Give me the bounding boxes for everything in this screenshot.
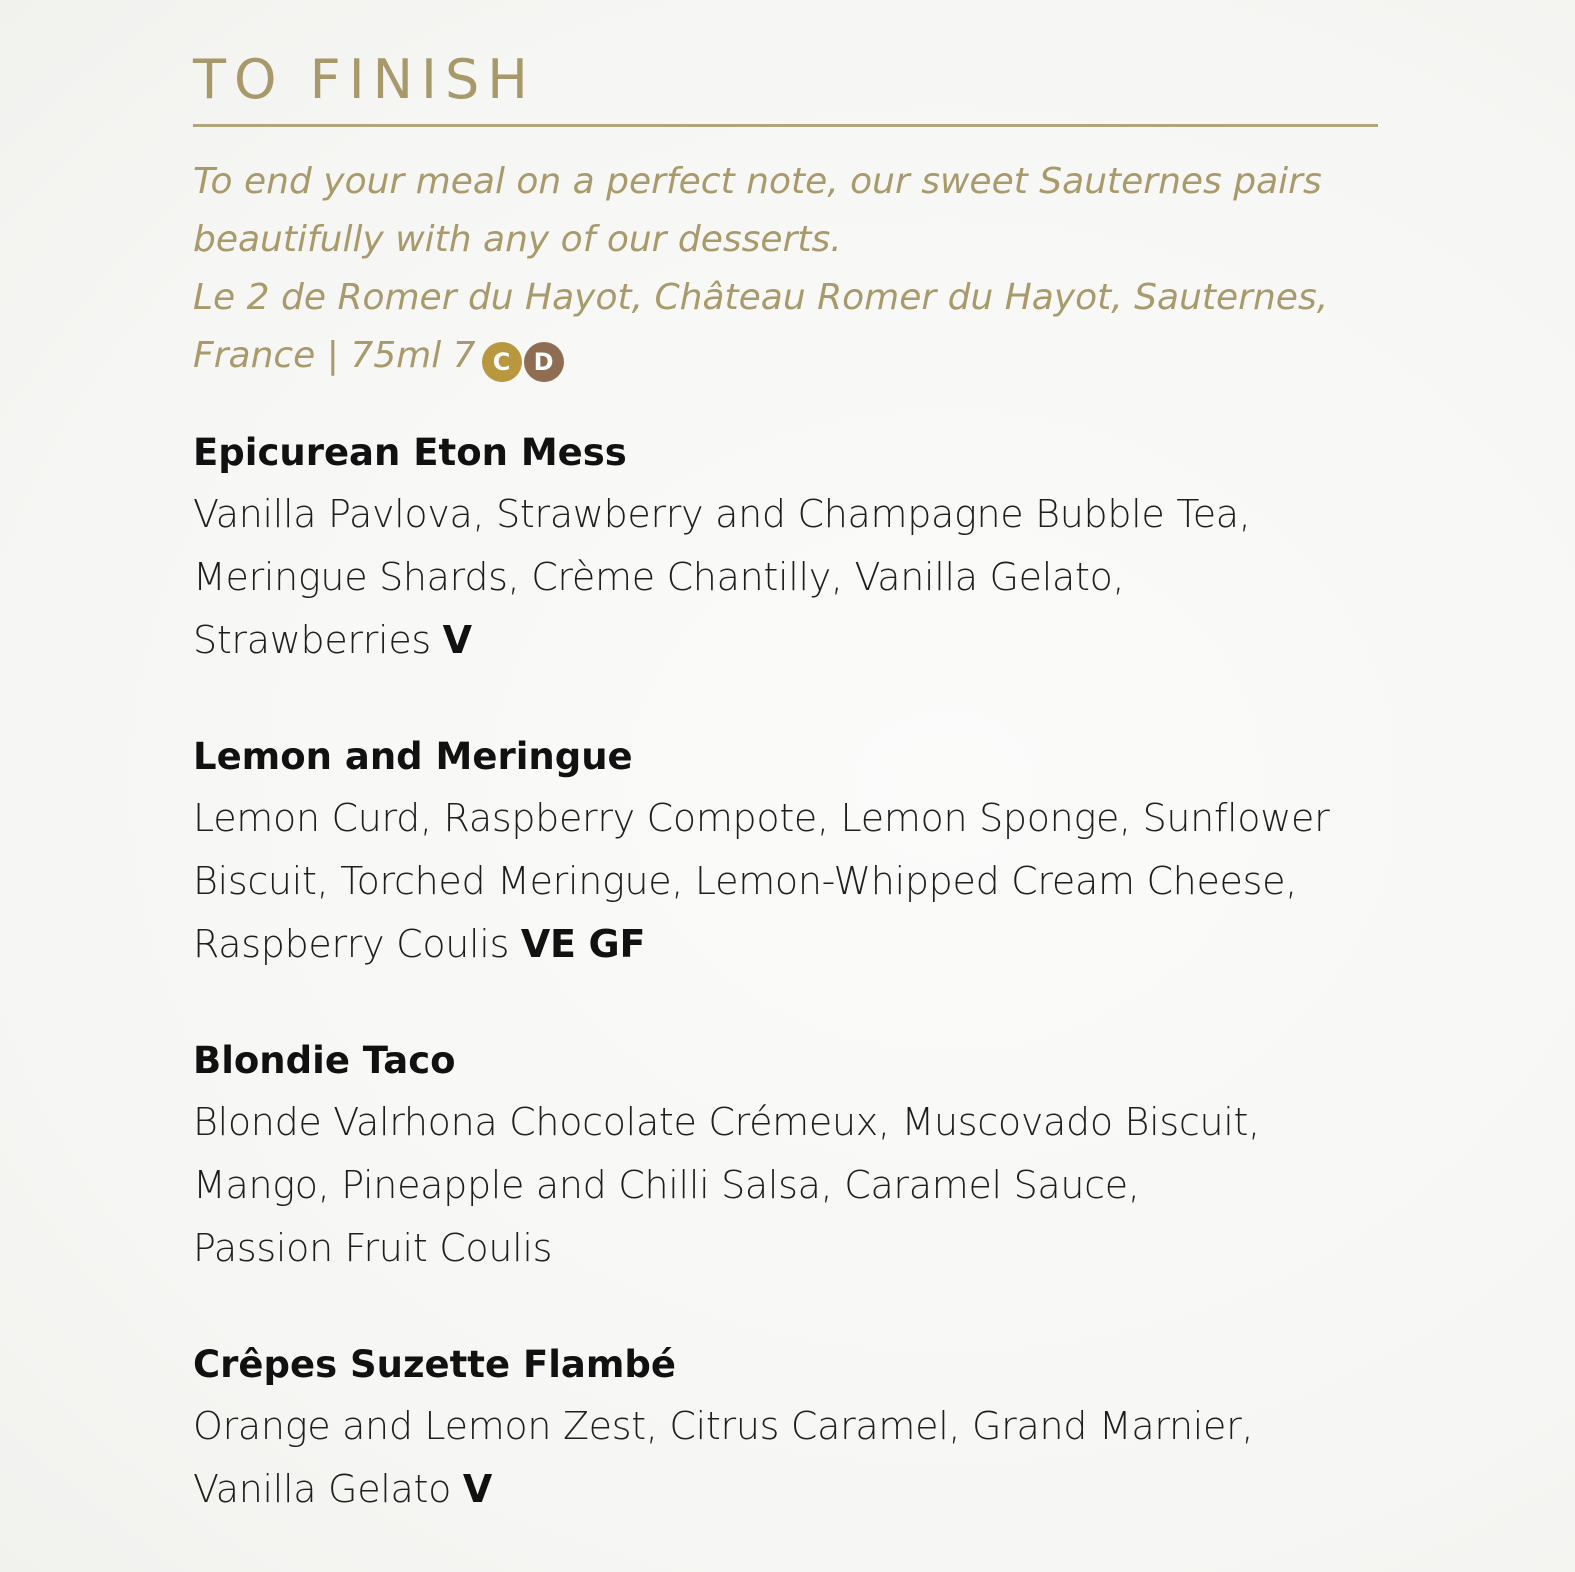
intro-line: To end your meal on a perfect note, our sweet Sauternes pairs [193, 161, 1322, 202]
dessert-list [193, 423, 1378, 1521]
wine-pairing-intro [193, 153, 1378, 385]
dietary-tag: VE GF [520, 922, 646, 966]
description-line: Blonde Valrhona Chocolate Crémeux, Muscovado Biscuit, [193, 1100, 1260, 1144]
menu-item [193, 423, 1378, 672]
description-line: Lemon Curd, Raspberry Compote, Lemon Sponge, Sunflower [193, 796, 1330, 840]
title-divider [193, 124, 1378, 127]
item-name: Epicurean Eton Mess [193, 431, 627, 474]
wine-price-text: France | 75ml 7 [193, 335, 476, 376]
badge-d-icon: D [524, 342, 564, 382]
description-line-text: Strawberries [193, 618, 431, 662]
menu-item [193, 1031, 1378, 1280]
wine-name-line: Le 2 de Romer du Hayot, Château Romer du Hayot, Sauternes, [193, 277, 1329, 318]
badge-c-icon: C [482, 342, 522, 382]
dietary-tag: V [442, 618, 472, 662]
description-line: Mango, Pineapple and Chilli Salsa, Caramel Sauce, [193, 1163, 1140, 1207]
menu-item [193, 727, 1378, 976]
item-description [193, 1091, 1378, 1280]
wine-price-line [193, 327, 1378, 385]
item-description [193, 1395, 1378, 1521]
description-line: Meringue Shards, Crème Chantilly, Vanilla Gelato, [193, 555, 1125, 599]
description-line-with-tag [193, 1458, 1378, 1521]
section-title: TO FINISH [193, 48, 536, 111]
description-line: Vanilla Pavlova, Strawberry and Champagne Bubble Tea, [193, 492, 1251, 536]
description-line-text: Raspberry Coulis [193, 922, 510, 966]
item-name: Crêpes Suzette Flambé [193, 1343, 677, 1386]
allergen-badges [482, 342, 564, 382]
item-name: Lemon and Meringue [193, 735, 633, 778]
description-line-with-tag [193, 913, 1378, 976]
intro-line: beautifully with any of our desserts. [193, 219, 842, 260]
description-line-with-tag [193, 609, 1378, 672]
item-name: Blondie Taco [193, 1039, 456, 1082]
dietary-tag: V [462, 1467, 492, 1511]
menu-content [193, 42, 1378, 1572]
item-description [193, 483, 1378, 672]
menu-item [193, 1335, 1378, 1521]
description-line: Passion Fruit Coulis [193, 1226, 553, 1270]
item-description [193, 787, 1378, 976]
description-line: Orange and Lemon Zest, Citrus Caramel, Grand Marnier, [193, 1404, 1254, 1448]
description-line: Biscuit, Torched Meringue, Lemon-Whipped Cream Cheese, [193, 859, 1297, 903]
description-line-text: Vanilla Gelato [193, 1467, 452, 1511]
